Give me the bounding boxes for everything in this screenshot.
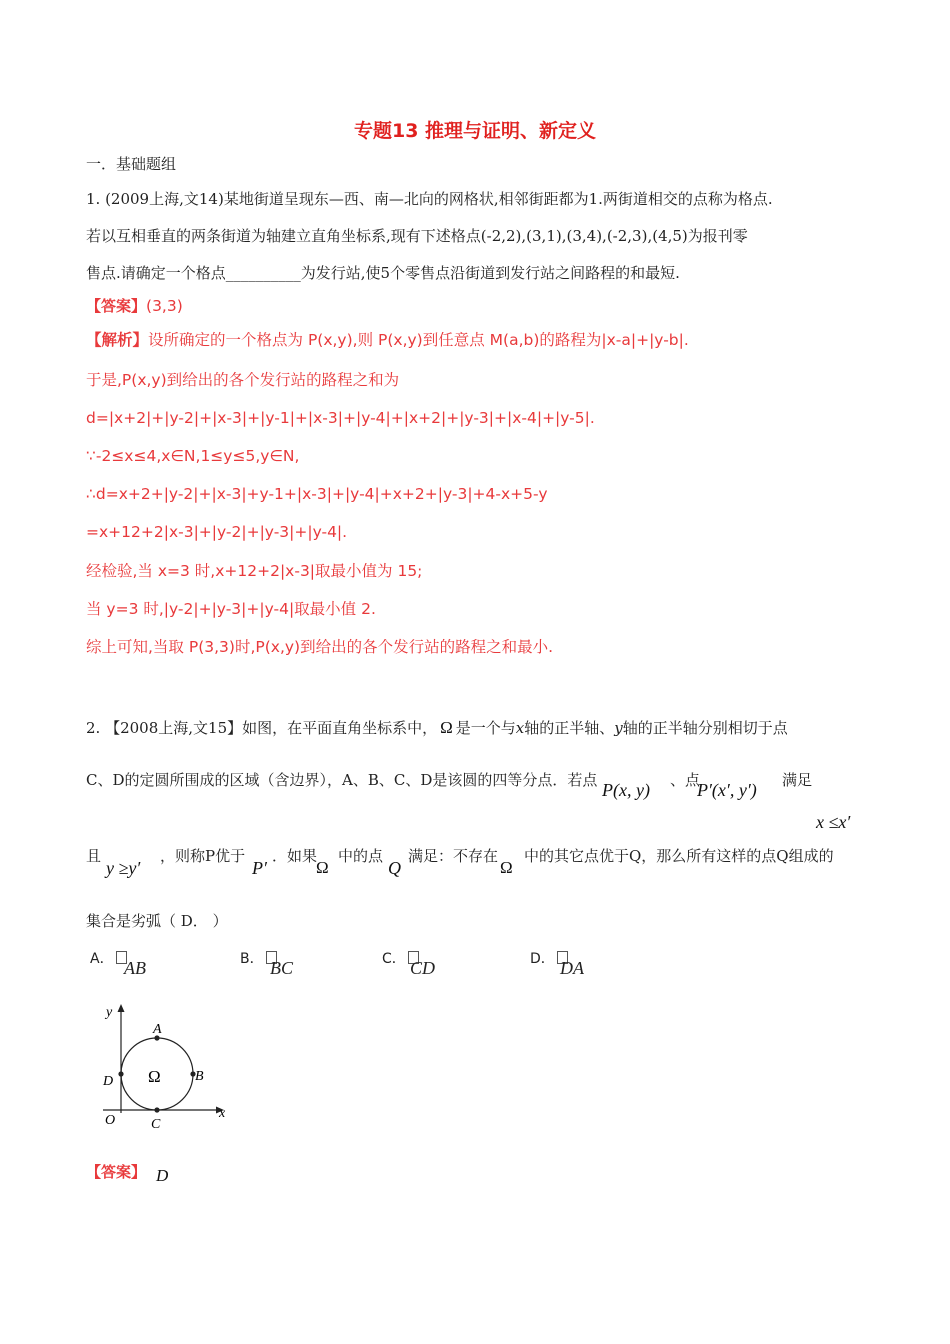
analysis-text: 设所确定的一个格点为 P(x,y),则 P(x,y)到任意点 M(a,b)的路程为|x-a|+|y-b|. — [148, 331, 689, 349]
q1-line-2: 若以互相垂直的两条街道为轴建立直角坐标系,现有下述格点(-2,2),(3,1),(3,4),(-2,3),(4,5)为报刊零 — [86, 227, 748, 245]
option-letter: A． — [90, 951, 114, 967]
q1-analysis-line-1 — [86, 330, 689, 350]
q2-text: 满足：不存在 — [408, 847, 499, 865]
q2-text: ．如果 — [272, 847, 318, 865]
condition-y: y ≥y′ — [106, 858, 141, 878]
omega-symbol: Ω — [440, 718, 453, 737]
q2-line-2 — [86, 770, 597, 790]
region-omega-label: Ω — [148, 1067, 161, 1086]
p-prime-symbol: P′ — [252, 858, 267, 878]
Q-symbol: Q — [388, 858, 401, 878]
q2-text: 中的点 — [338, 847, 384, 865]
option-letter: D． — [530, 951, 555, 967]
y-axis-label: y — [106, 1005, 113, 1020]
x-variable: x — [515, 719, 525, 737]
q1-analysis-line-3: d=|x+2|+|y-2|+|x-3|+|y-1|+|x-3|+|y-4|+|x+2|+|y-3|+|x-4|+|y-5|. — [86, 409, 595, 427]
y-axis-arrow-icon — [118, 1004, 125, 1012]
q2-text: 2. 【2008上海,文15】如图，在平面直角坐标系中， — [86, 719, 438, 737]
answer-value: D — [156, 1166, 169, 1185]
q2-text: 轴的正半轴分别相切于点 — [622, 719, 788, 737]
q2-text: ，则称P优于 — [160, 847, 246, 865]
q1-line-1: 1. (2009上海,文14)某地街道呈现东—西、南—北向的网格状,相邻街距都为1.两街道相交的点称为格点. — [86, 190, 773, 208]
q2-text: 中的其它点优于Q，那么所有这样的点Q组成的 — [524, 847, 834, 865]
q2-text: 、点 — [670, 771, 701, 789]
q2-line-4: 集合是劣弧（ D． ） — [86, 912, 228, 930]
point-P-expression: P(x, y) — [602, 780, 650, 800]
section-heading: 一．基础题组 — [86, 155, 177, 173]
q1-analysis-line-9: 综上可知,当取 P(3,3)时,P(x,y)到给出的各个发行站的路程之和最小. — [86, 638, 554, 656]
q1-line-3: 售点.请确定一个格点__________为发行站,使5个零售点沿街道到发行站之间路程的和最短. — [86, 264, 680, 282]
origin-label: O — [105, 1113, 116, 1128]
option-letter: C． — [382, 951, 406, 967]
answer-value: (3,3) — [146, 297, 183, 315]
condition-x: x ≤x′ — [816, 812, 851, 832]
q1-analysis-line-8: 当 y=3 时,|y-2|+|y-3|+|y-4|取最小值 2. — [86, 600, 376, 618]
omega-symbol: Ω — [316, 858, 329, 877]
q2-answer — [86, 1162, 146, 1182]
option-letter: B． — [240, 951, 264, 967]
answer-tag: 【答案】 — [86, 297, 147, 315]
q1-analysis-line-2: 于是,P(x,y)到给出的各个发行站的路程之和为 — [86, 371, 400, 389]
x-axis-label: x — [219, 1106, 226, 1121]
y-variable: y — [614, 719, 623, 737]
q1-answer — [86, 296, 183, 316]
point-C-label: C — [151, 1117, 161, 1132]
q2-text: 且 — [86, 847, 102, 865]
q2-line-1 — [86, 718, 788, 738]
page-title: 专题13 推理与证明、新定义 — [353, 120, 597, 142]
point-D-dot — [118, 1071, 123, 1076]
point-A-label: A — [153, 1022, 162, 1037]
q2-text: 是一个与 — [455, 719, 516, 737]
answer-tag: 【答案】 — [86, 1163, 147, 1181]
option-d-arc: DA — [560, 958, 584, 978]
point-C-dot — [154, 1107, 159, 1112]
analysis-tag: 【解析】 — [86, 331, 149, 349]
q1-analysis-line-5: ∴d=x+2+|y-2|+|x-3|+y-1+|x-3|+|y-4|+x+2+|y-3|+4-x+5-y — [86, 485, 548, 503]
option-a — [90, 948, 127, 968]
q2-text: C、D的定圆所围成的区域（含边界），A、B、C、D是该圆的四等分点．若点 — [86, 771, 598, 789]
option-a-arc: AB — [124, 958, 146, 978]
q1-analysis-line-4: ∵-2≤x≤4,x∈N,1≤y≤5,y∈N, — [86, 447, 300, 465]
point-P-prime-expression: P′(x′, y′) — [697, 780, 757, 800]
point-B-label: B — [195, 1069, 204, 1084]
q1-analysis-line-7: 经检验,当 x=3 时,x+12+2|x-3|取最小值为 15; — [86, 562, 423, 580]
circle-figure — [95, 1000, 245, 1135]
option-c-arc: CD — [410, 958, 436, 978]
q2-text: 轴的正半轴、 — [524, 719, 615, 737]
option-b-arc: BC — [270, 958, 294, 978]
q1-analysis-line-6: =x+12+2|x-3|+|y-2|+|y-3|+|y-4|. — [86, 523, 348, 541]
q2-text: 满足 — [782, 771, 813, 789]
omega-symbol: Ω — [500, 858, 513, 877]
point-D-label: D — [103, 1074, 114, 1089]
